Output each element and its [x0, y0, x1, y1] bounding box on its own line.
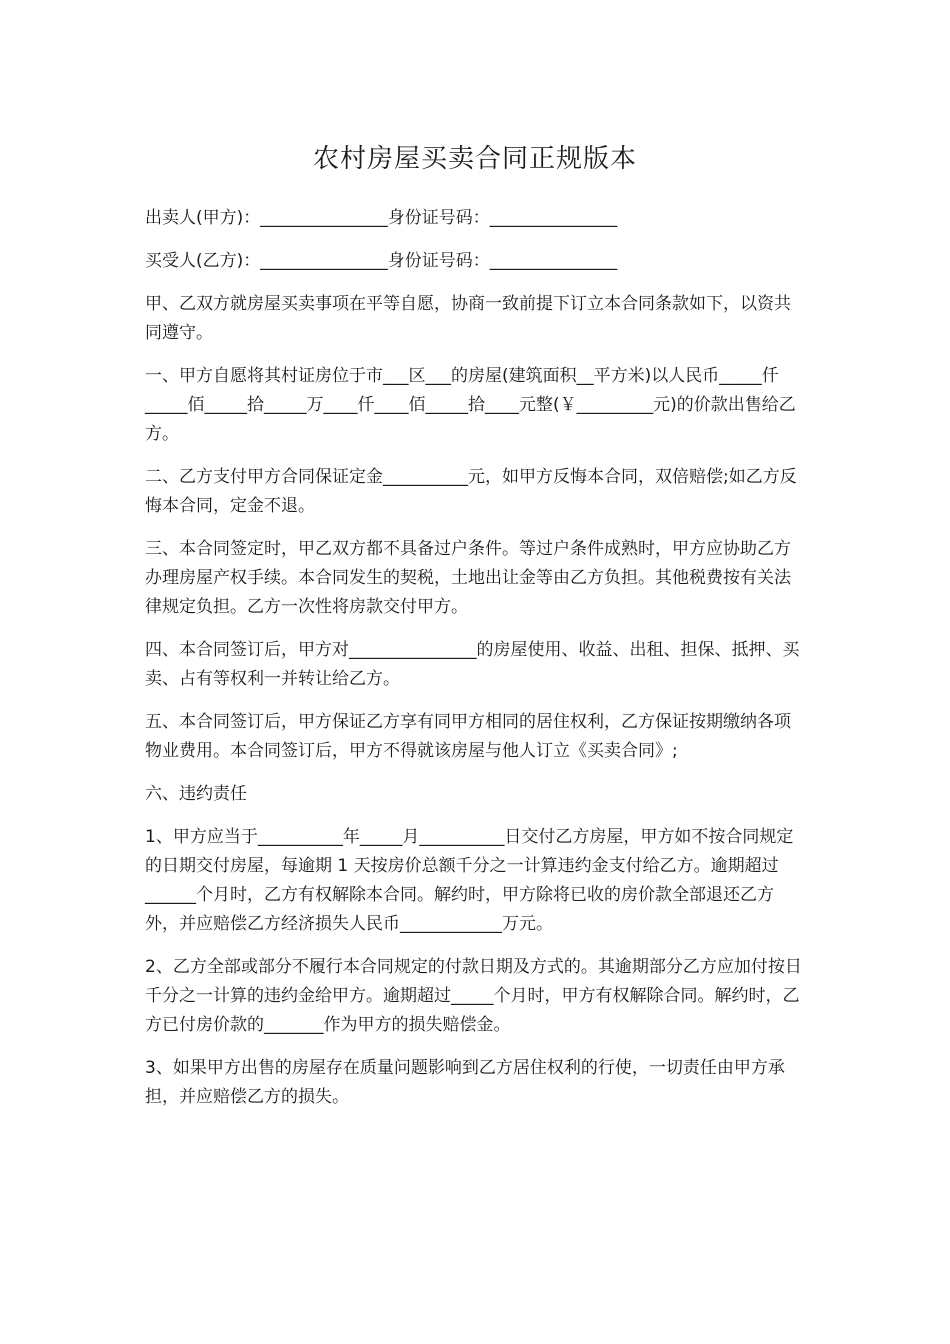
document-body — [145, 204, 807, 1126]
clause-1: 一、甲方自愿将其村证房位于市___区___的房屋(建筑面积__平方米)以人民币_____仟_____佰_____拾_____万____仟____佰_____拾____元整(￥_________元)的价款出售给乙方。 — [145, 366, 796, 444]
clause-2: 二、乙方支付甲方合同保证定金__________元，如甲方反悔本合同，双倍赔偿;如乙方反悔本合同，定金不退。 — [145, 467, 797, 516]
liability-item-1: 1、甲方应当于__________年_____月__________日交付乙方房屋，甲方如不按合同规定的日期交付房屋，每逾期 1 天按房价总额千分之一计算违约金支付给乙方。逾期超过______个月时，乙方有权解除本合同。解约时，甲方除将已收的房价款全部退还乙方外，并应赔偿乙方经济损失人民币____________万元。 — [145, 827, 794, 934]
clause-6-heading: 六、违约责任 — [145, 784, 247, 804]
document-title: 农村房屋买卖合同正规版本 — [312, 144, 637, 174]
liability-item-2: 2、乙方全部或部分不履行本合同规定的付款日期及方式的。其逾期部分乙方应加付按日千分之一计算的违约金给甲方。逾期超过_____个月时，甲方有权解除合同。解约时，乙方已付房价款的_______作为甲方的损失赔偿金。 — [145, 957, 802, 1035]
liability-item-3: 3、如果甲方出售的房屋存在质量问题影响到乙方居住权利的行使，一切责任由甲方承担，并应赔偿乙方的损失。 — [145, 1058, 785, 1107]
clause-5: 五、本合同签订后，甲方保证乙方享有同甲方相同的居住权利，乙方保证按期缴纳各项物业费用。本合同签订后，甲方不得就该房屋与他人订立《买卖合同》; — [145, 712, 791, 761]
seller-line: 出卖人(甲方)：_______________身份证号码：_______________ — [145, 208, 618, 228]
preamble-paragraph: 甲、乙双方就房屋买卖事项在平等自愿，协商一致前提下订立本合同条款如下，以资共同遵守。 — [145, 294, 791, 343]
clause-3: 三、本合同签定时，甲乙双方都不具备过户条件。等过户条件成熟时，甲方应协助乙方办理房屋产权手续。本合同发生的契税，土地出让金等由乙方负担。其他税费按有关法律规定负担。乙方一次性将房款交付甲方。 — [145, 539, 791, 617]
clause-4: 四、本合同签订后，甲方对_______________的房屋使用、收益、出租、担保、抵押、买卖、占有等权利一并转让给乙方。 — [145, 640, 800, 689]
buyer-line: 买受人(乙方)：_______________身份证号码：_______________ — [145, 251, 618, 271]
